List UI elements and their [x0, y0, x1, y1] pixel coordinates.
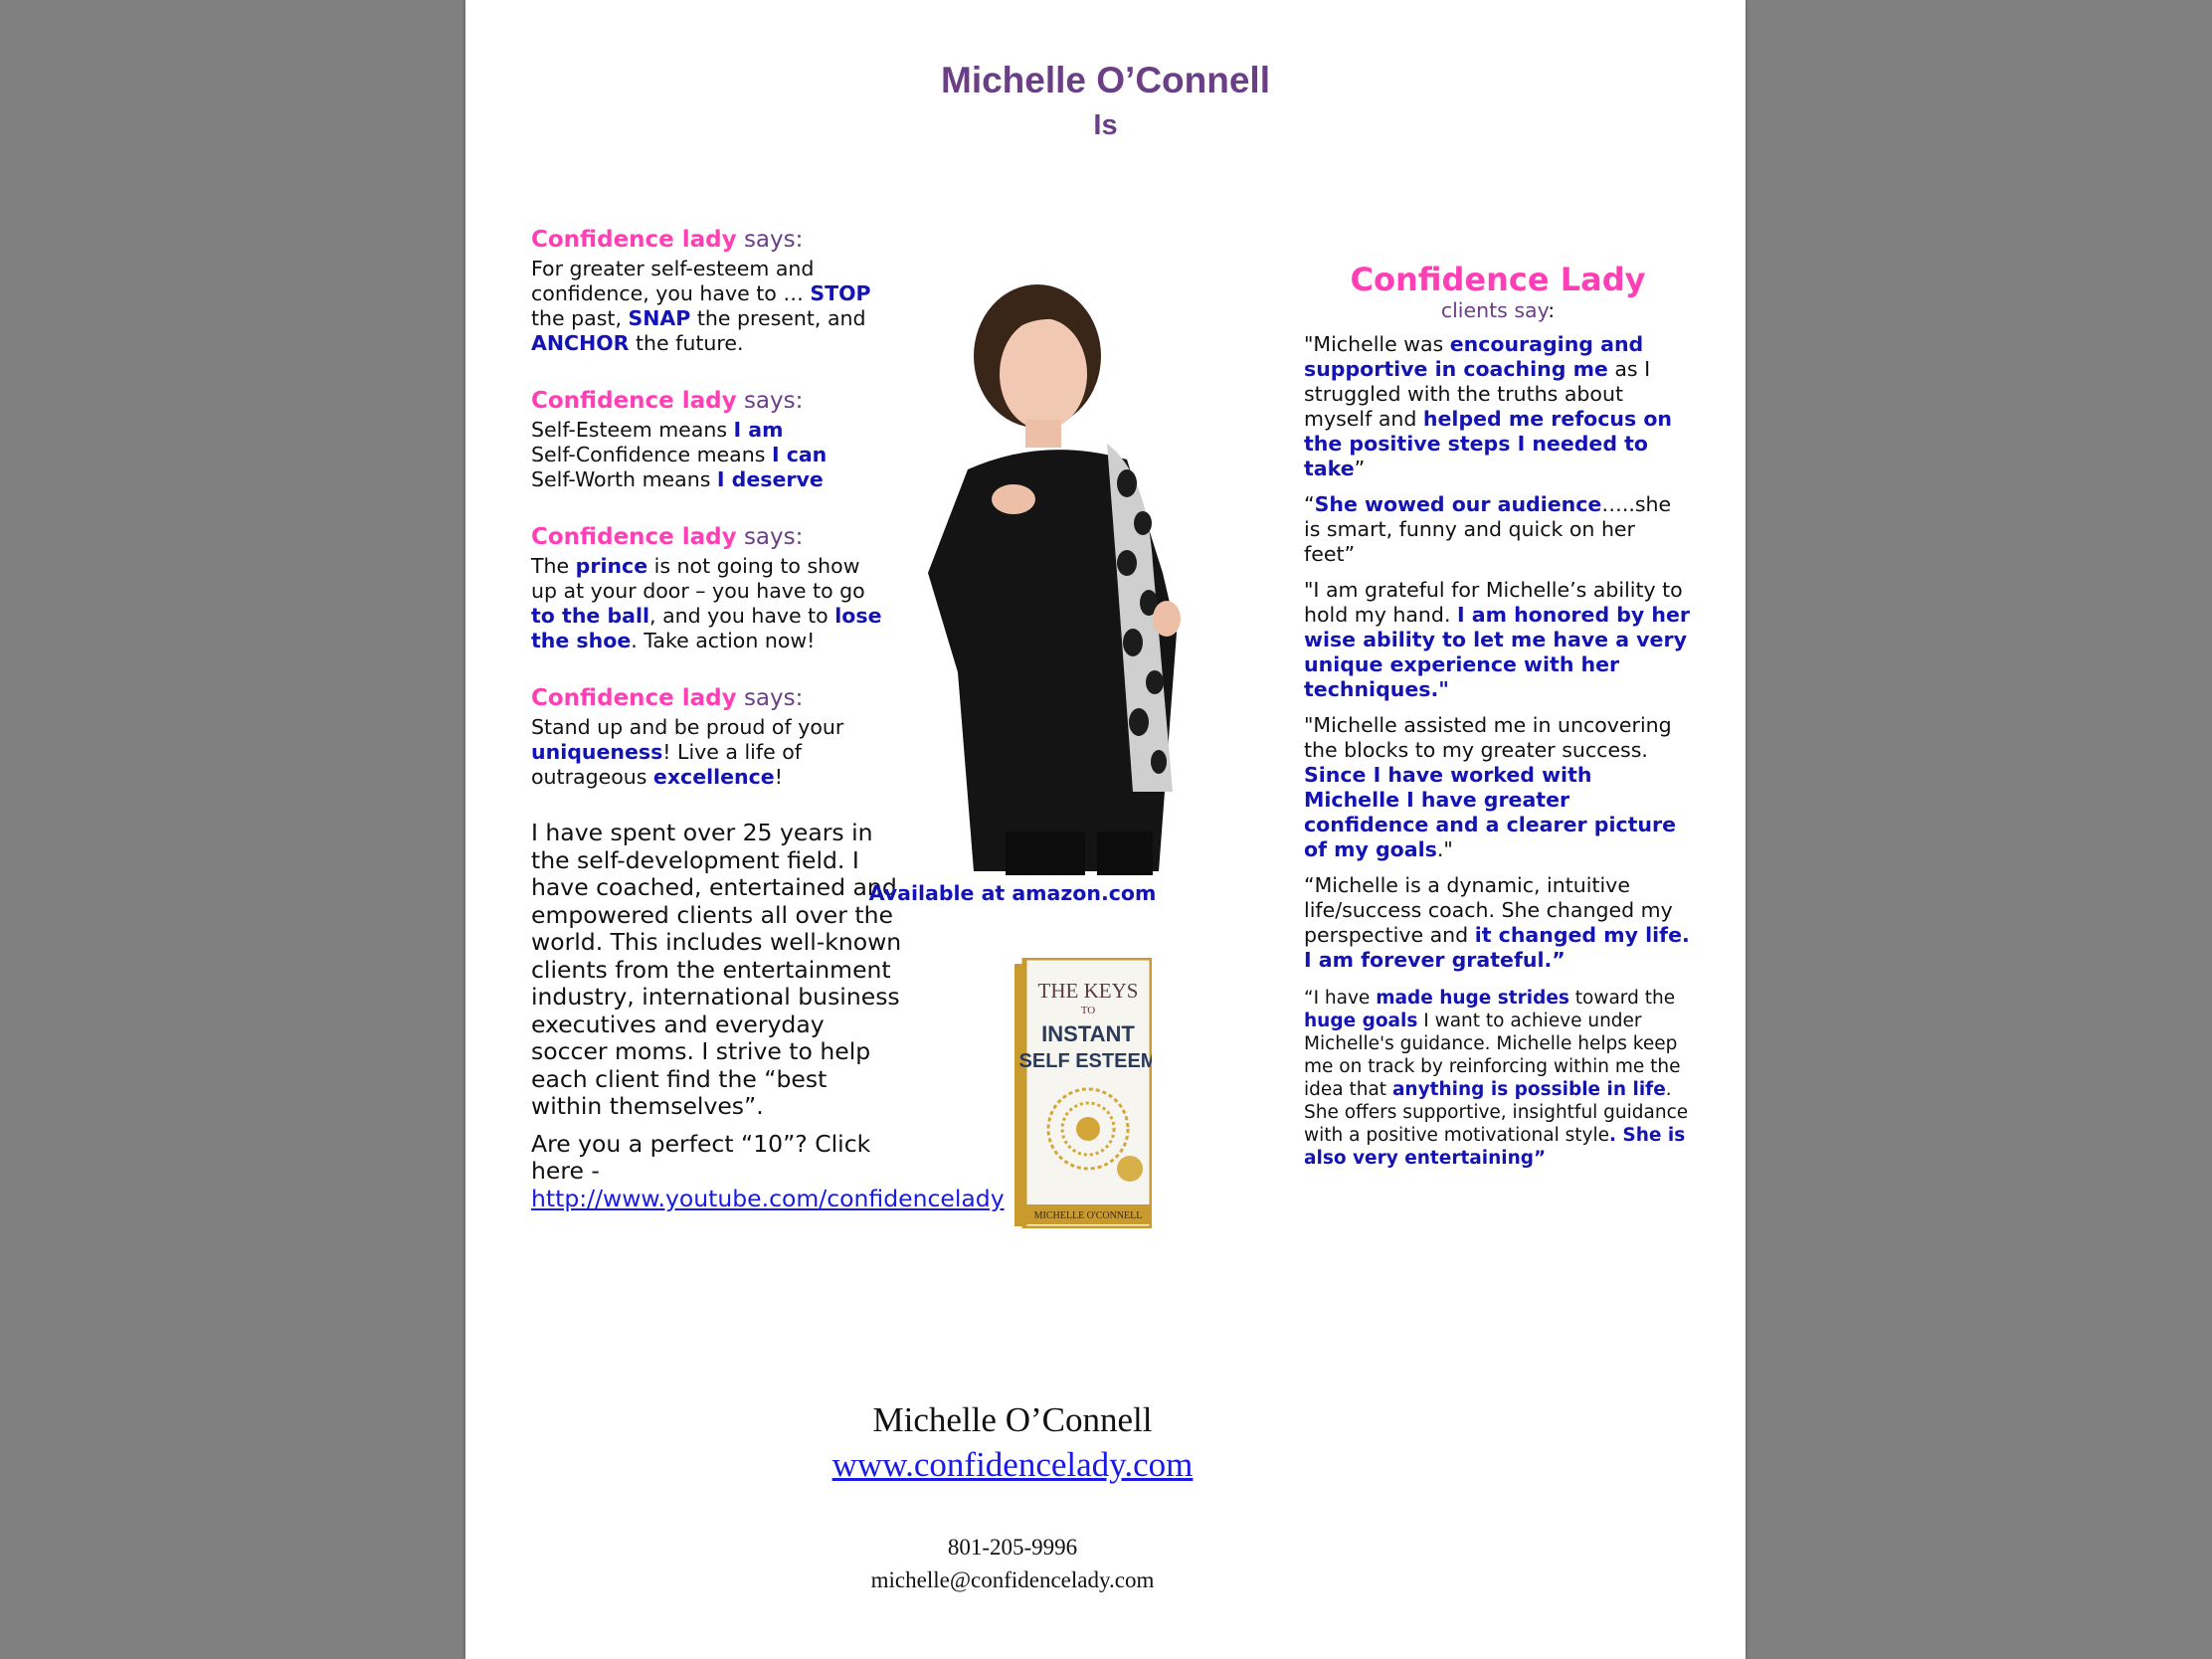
website-link[interactable]: www.confidencelady.com [831, 1445, 1194, 1484]
footer-phone: 801-205-9996 [947, 1535, 1078, 1560]
says-label: says: [736, 524, 804, 550]
highlight-text: lose the shoe [531, 604, 882, 652]
text-segment: I want to achieve under Michelle's guidance. Michelle helps keep me on track by reinforcing within me the idea that [1304, 1011, 1681, 1100]
says-heading [531, 683, 889, 713]
page-title: Michelle O’Connell [941, 60, 1270, 100]
text-segment: , and you have to [649, 604, 835, 628]
text-segment: …..she is smart, funny and quick on her feet” [1304, 492, 1672, 566]
text-segment: the past, [531, 306, 629, 330]
book-author: MICHELLE O'CONNELL [1033, 1210, 1143, 1221]
says-text [531, 418, 889, 492]
highlight-text: to the ball [531, 604, 650, 628]
highlight-text: it changed my life. I am forever grateful.” [1304, 923, 1690, 972]
highlight-text: huge goals [1304, 1011, 1418, 1031]
book-cover [1014, 958, 1152, 1228]
text-segment: “I have [1304, 988, 1377, 1009]
highlight-text: helped me refocus on the positive steps I needed to take [1304, 407, 1673, 480]
text-segment: "Michelle was [1304, 332, 1450, 356]
confidence-lady-label: Confidence lady [531, 388, 737, 414]
testimonials-subtitle-colon: : [1548, 298, 1556, 322]
says-heading [531, 522, 889, 552]
text-segment: Self-Confidence means [531, 443, 772, 466]
cta-paragraph [531, 1129, 1005, 1213]
confidence-lady-says-block [531, 225, 889, 356]
says-label: says: [736, 685, 804, 711]
highlight-text: I am honored by her wise ability to let me have a very unique experience with her techniques." [1304, 603, 1691, 701]
highlight-text: made huge strides [1376, 988, 1569, 1009]
footer-email: michelle@confidencelady.com [870, 1567, 1155, 1592]
highlight-text: I can [771, 443, 828, 466]
book-title-line1: THE KEYS [1037, 979, 1139, 1003]
highlight-text: . She is also very entertaining” [1304, 1125, 1686, 1169]
text-segment: The [531, 554, 576, 578]
text-segment: toward the [1568, 988, 1676, 1009]
says-heading [531, 225, 889, 255]
text-segment: ! [774, 765, 783, 789]
footer-name: Michelle O’Connell [872, 1400, 1153, 1439]
highlight-text: I am [733, 418, 784, 442]
highlight-text: prince [575, 554, 648, 578]
testimonial-quote [1304, 578, 1692, 702]
text-segment: ” [1354, 457, 1366, 480]
bio-text: I have spent over 25 years in the self-development field. I have coached, entertained and empowered clients all over the world. This includes well-known clients from the entertainment industry, international business executives and everyday soccer moms. I strive to help each client find the “best within themselves”. [531, 819, 902, 1120]
text-segment: the future. [629, 331, 744, 355]
testimonials-subtitle-text: clients say [1440, 298, 1549, 322]
left-column [531, 225, 1005, 1222]
testimonial-quote [1304, 492, 1692, 567]
amazon-availability: Available at amazon.com [868, 881, 1157, 905]
highlight-text: uniqueness [531, 740, 663, 764]
text-segment: as I struggled with the truths about myself and [1304, 357, 1651, 431]
text-segment: For greater self-esteem and confidence, you have to … [531, 257, 815, 305]
confidence-lady-says-block [531, 522, 889, 653]
confidence-lady-label: Confidence lady [531, 685, 737, 711]
text-segment: "Michelle assisted me in uncovering the blocks to my greater success. [1304, 713, 1672, 762]
testimonials-list [1304, 332, 1692, 1170]
testimonials-subtitle [1304, 298, 1692, 322]
text-segment: the present, and [690, 306, 866, 330]
text-segment: "I am grateful for Michelle’s ability to hold my hand. [1304, 578, 1683, 627]
highlight-text: ANCHOR [531, 331, 630, 355]
confidence-lady-label: Confidence lady [531, 524, 737, 550]
book-title-line2: TO [1080, 1005, 1096, 1016]
says-label: says: [736, 388, 804, 414]
says-heading [531, 386, 889, 416]
testimonial-quote [1304, 987, 1692, 1170]
highlight-text: encouraging and supportive in coaching me [1304, 332, 1644, 381]
highlight-text: Since I have worked with Michelle I have greater confidence and a clearer picture of my goals [1304, 763, 1677, 861]
text-segment: “ [1304, 492, 1315, 516]
testimonial-quote [1304, 873, 1692, 973]
highlight-text: She wowed our audience [1314, 492, 1602, 516]
says-text [531, 715, 889, 790]
bio-section [531, 819, 1005, 1212]
text-segment: Stand up and be proud of your [531, 715, 844, 739]
book-title-line4: SELF ESTEEM [1018, 1050, 1152, 1072]
highlight-text: I deserve [716, 467, 824, 491]
says-label: says: [736, 227, 804, 253]
text-segment: Self-Worth means [531, 467, 717, 491]
highlight-text: STOP [810, 281, 871, 305]
text-segment: Self-Esteem means [531, 418, 734, 442]
page-subtitle: Is [1093, 109, 1118, 141]
says-list [531, 225, 889, 790]
text-segment: is not going to show up at your door – you have to go [531, 554, 865, 603]
text-segment: . Take action now! [631, 629, 816, 652]
says-text [531, 257, 889, 356]
highlight-text: SNAP [628, 306, 691, 330]
text-segment: . She offers supportive, insightful guidance with a positive motivational style [1304, 1079, 1689, 1146]
book-title-line3: INSTANT [1041, 1021, 1135, 1046]
testimonial-quote [1304, 713, 1692, 862]
confidence-lady-says-block [531, 386, 889, 492]
text-segment: “Michelle is a dynamic, intuitive life/success coach. She changed my perspective and [1304, 873, 1673, 947]
testimonials-title: Confidence Lady [1350, 261, 1646, 298]
highlight-text: excellence [652, 765, 775, 789]
highlight-text: anything is possible in life [1391, 1079, 1666, 1100]
text-segment: ." [1436, 837, 1453, 861]
portrait-photo [928, 275, 1242, 875]
testimonial-quote [1304, 332, 1692, 481]
flyer-page [465, 0, 1746, 1659]
right-column [1304, 261, 1692, 1181]
says-text [531, 554, 889, 653]
youtube-link[interactable]: http://www.youtube.com/confidencelady [531, 1184, 1005, 1212]
cta-text: Are you a perfect “10”? Click here - [531, 1129, 871, 1185]
confidence-lady-label: Confidence lady [531, 227, 737, 253]
confidence-lady-says-block [531, 683, 889, 790]
text-segment: ! Live a life of outrageous [531, 740, 802, 789]
